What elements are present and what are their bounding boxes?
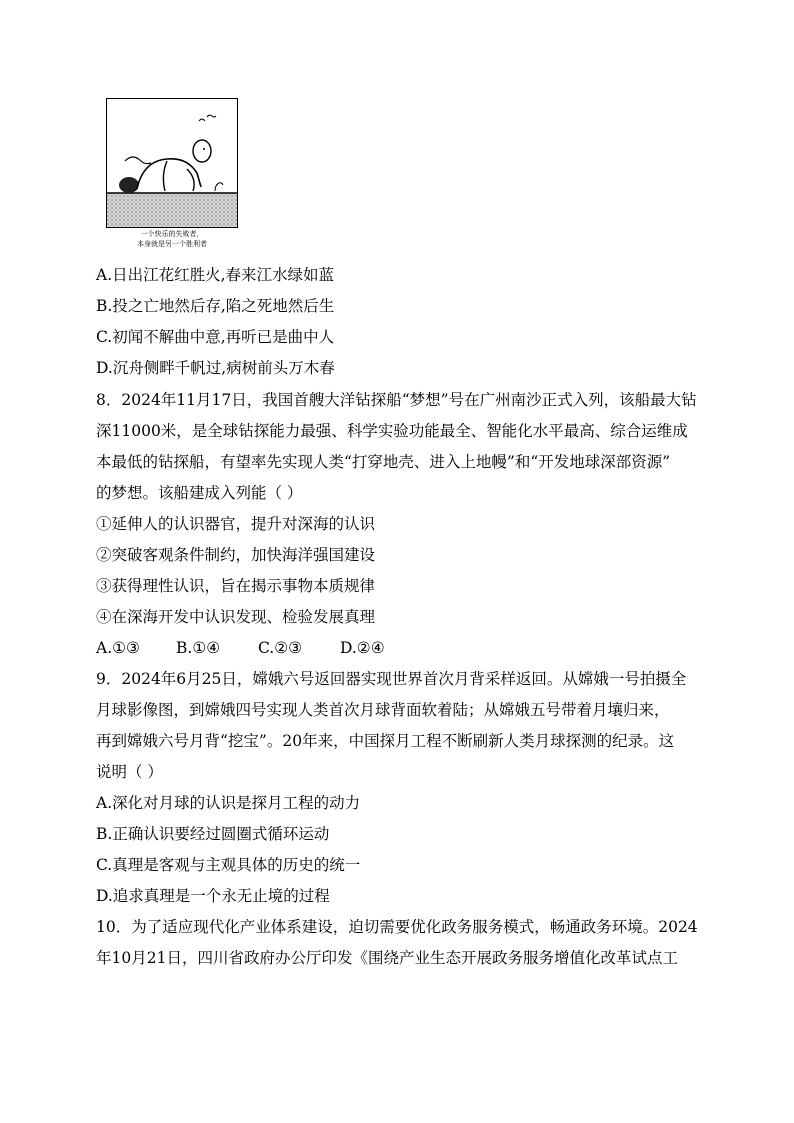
q7-option-a: A.日出江花红胜火,春来江水绿如蓝 <box>96 266 335 284</box>
q9-option-b: B.正确认识要经过圆圈式循环运动 <box>96 825 330 843</box>
q7-option-d: D.沉舟侧畔千帆过,病树前头万木春 <box>96 359 335 377</box>
q9-stem-line-4: 说明（ ） <box>96 763 163 781</box>
cartoon-figure <box>106 98 238 250</box>
q9-stem-line-3: 再到嫦娥六号月背“挖宝”。20年来，中国探月工程不断刷新人类月球探测的纪录。这 <box>96 732 675 750</box>
q10-stem-line-2: 年10月21日，四川省政府办公厅印发《围绕产业生态开展政务服务增值化改革试点工 <box>96 949 678 967</box>
q9-stem-line-1: 9．2024年6月25日，嫦娥六号返回器实现世界首次月背采样返回。从嫦娥一号拍摄全 <box>96 670 687 688</box>
q7-option-c: C.初闻不解曲中意,再听已是曲中人 <box>96 328 335 346</box>
q9-option-c: C.真理是客观与主观具体的历史的统一 <box>96 856 361 874</box>
q8-stem-line-3: 本最低的钻探船，有望率先实现人类“打穿地壳、进入上地幔”和“开发地球深部资源” <box>96 453 671 471</box>
q9-stem-line-2: 月球影像图，到嫦娥四号实现人类首次月球背面软着陆；从嫦娥五号带着月壤归来， <box>96 701 670 719</box>
q8-stem-line-4: 的梦想。该船建成入列能（ ） <box>96 484 303 502</box>
q8-choice-a: A.①③ <box>96 639 140 657</box>
q9-option-d: D.追求真理是一个永无止境的过程 <box>96 887 330 905</box>
q8-choice-c: C.②③ <box>258 639 303 657</box>
q8-choice-d: D.②④ <box>340 639 385 657</box>
q8-statement-4: ④在深海开发中认识发现、检验发展真理 <box>96 608 376 626</box>
q8-statement-2: ②突破客观条件制约，加快海洋强国建设 <box>96 546 376 564</box>
q8-statement-3: ③获得理性认识，旨在揭示事物本质规律 <box>96 577 376 595</box>
cartoon-drawing <box>107 99 237 227</box>
cartoon-caption-line1: 一个快乐的失败者， <box>140 230 204 238</box>
cartoon-frame <box>106 98 238 228</box>
cartoon-caption-line2: 本身就是另一个胜利者 <box>137 240 207 248</box>
q8-choice-b: B.①④ <box>176 639 221 657</box>
q8-statement-1: ①延伸人的认识器官，提升对深海的认识 <box>96 515 376 533</box>
q8-stem-line-1: 8．2024年11月17日，我国首艘大洋钻探船“梦想”号在广州南沙正式入列，该船最大钻 <box>96 391 697 409</box>
q10-stem-line-1: 10．为了适应现代化产业体系建设，迫切需要优化政务服务模式，畅通政务环境。2024 <box>96 918 698 936</box>
q9-option-a: A.深化对月球的认识是探月工程的动力 <box>96 794 361 812</box>
q8-stem-line-2: 深11000米，是全球钻探能力最强、科学实验功能最全、智能化水平最高、综合运维成 <box>96 422 688 440</box>
q7-option-b: B.投之亡地然后存,陷之死地然后生 <box>96 297 335 315</box>
